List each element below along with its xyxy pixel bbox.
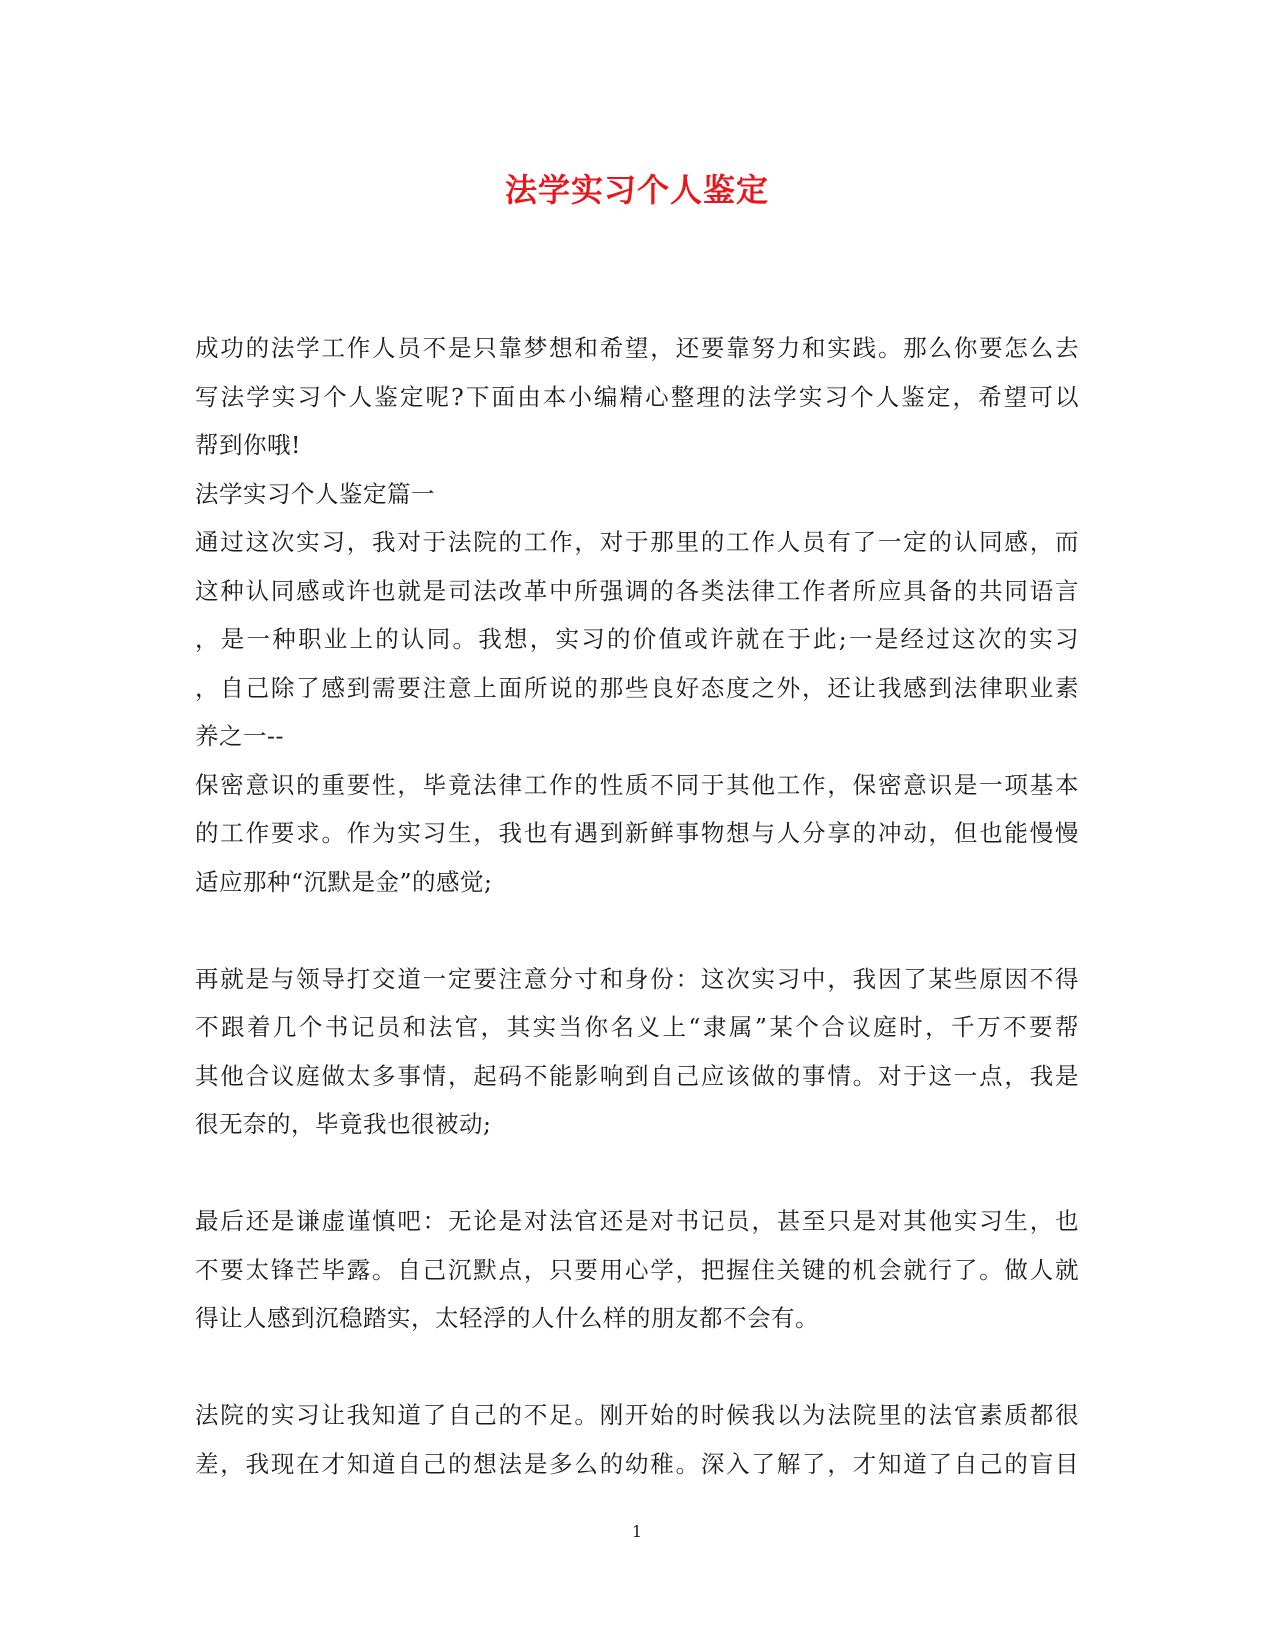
section-heading: 法学实习个人鉴定篇一 — [195, 479, 435, 508]
document-title: 法学实习个人鉴定 — [504, 171, 769, 209]
text-line: 再就是与领导打交道一定要注意分寸和身份：这次实习中，我因了某些原因不得 — [195, 964, 1079, 993]
text-line: ，自己除了感到需要注意上面所说的那些良好态度之外，还让我感到法律职业素 — [195, 673, 1079, 702]
text-line: 这种认同感或许也就是司法改革中所强调的各类法律工作者所应具备的共同语言 — [195, 576, 1079, 605]
text-line: 的工作要求。作为实习生，我也有遇到新鲜事物想与人分享的冲动，但也能慢慢 — [195, 819, 1079, 847]
text-line: 不跟着几个书记员和法官，其实当你名义上“隶属”某个合议庭时，千万不要帮 — [195, 1013, 1079, 1041]
text-line: 得让人感到沉稳踏实，太轻浮的人什么样的朋友都不会有。 — [195, 1304, 819, 1332]
text-line: 最后还是谦虚谨慎吧：无论是对法官还是对书记员，甚至只是对其他实习生，也 — [195, 1207, 1079, 1235]
text-line: 不要太锋芒毕露。自己沉默点，只要用心学，把握住关键的机会就行了。做人就 — [195, 1255, 1079, 1284]
text-line: 保密意识的重要性，毕竟法律工作的性质不同于其他工作，保密意识是一项基本 — [195, 770, 1079, 799]
paragraph-gap — [195, 1343, 1079, 1392]
text-line: 养之一-- — [195, 722, 284, 750]
text-line: 很无奈的，毕竟我也很被动; — [195, 1110, 492, 1138]
text-line: 帮到你哦! — [195, 431, 301, 459]
paragraph-gap — [195, 906, 1079, 955]
text-line: 法院的实习让我知道了自己的不足。刚开始的时候我以为法院里的法官素质都很 — [195, 1401, 1079, 1429]
document-body — [195, 324, 1079, 1488]
text-line: 通过这次实习，我对于法院的工作，对于那里的工作人员有了一定的认同感，而 — [195, 528, 1079, 556]
text-line: ，是一种职业上的认同。我想，实习的价值或许就在于此;一是经过这次的实习 — [195, 625, 1079, 653]
text-line: 其他合议庭做太多事情，起码不能影响到自己应该做的事情。对于这一点，我是 — [195, 1061, 1079, 1090]
paragraph-gap — [195, 1149, 1079, 1198]
text-line: 成功的法学工作人员不是只靠梦想和希望，还要靠努力和实践。那么你要怎么去 — [195, 334, 1079, 362]
page-number: 1 — [631, 1522, 643, 1541]
text-line: 适应那种“沉默是金”的感觉; — [195, 867, 493, 896]
text-line: 写法学实习个人鉴定呢?下面由本小编精心整理的法学实习个人鉴定，希望可以 — [195, 382, 1079, 411]
text-line: 差，我现在才知道自己的想法是多么的幼稚。深入了解了，才知道了自己的盲目 — [195, 1449, 1079, 1478]
